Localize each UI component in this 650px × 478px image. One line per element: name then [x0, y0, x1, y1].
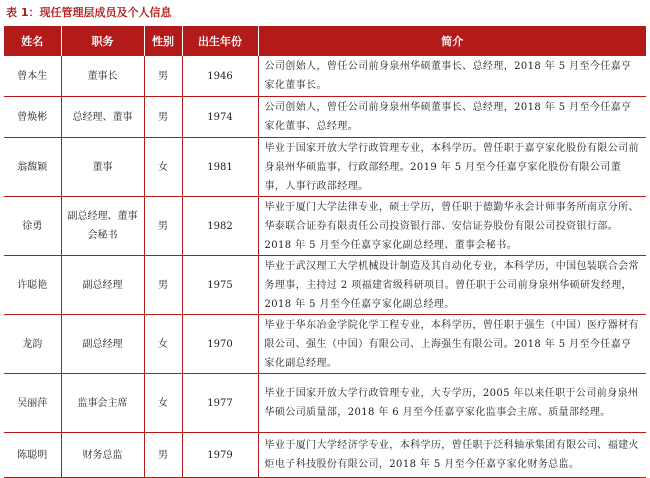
- cell-intro: 毕业于华东冶金学院化学工程专业，本科学历，曾任职于强生（中国）医疗器材有限公司、强生（中国）有限公司、上海强生有限公司。2018 年 5 月至今任嘉亨家化副总经理。: [258, 315, 646, 374]
- cell-title: 副总经理: [61, 256, 144, 315]
- table-row: [4, 315, 646, 374]
- table-row: [4, 433, 646, 478]
- cell-title: 财务总监: [61, 433, 144, 478]
- cell-intro: 公司创始人，曾任公司前身泉州华硕董事长、总经理，2018 年 5 月至今任嘉亨家化董事长。: [258, 56, 646, 97]
- cell-intro: 毕业于武汉理工大学机械设计制造及其自动化专业，本科学历，中国包装联合会常务理事，主持过 2 项福建省级科研项目。曾任职于公司前身泉州华硕研发经理，2018 年 5 月至今任嘉亨家化副总经理。: [258, 256, 646, 315]
- cell-name: 徐勇: [4, 197, 61, 256]
- cell-birth-year: 1981: [182, 138, 258, 197]
- table-header-row: [4, 26, 646, 56]
- cell-birth-year: 1982: [182, 197, 258, 256]
- cell-title: 董事: [61, 138, 144, 197]
- cell-birth-year: 1974: [182, 97, 258, 138]
- table-row: [4, 374, 646, 433]
- cell-intro: 毕业于厦门大学法律专业，硕士学历，曾任职于德勤华永会计师事务所南京分所、华泰联合证券有限责任公司投资银行部、安信证券股份有限公司投资银行部。2018 年 5 月至今任嘉亨家化副总经理、董事会秘书。: [258, 197, 646, 256]
- cell-intro: 公司创始人，曾任公司前身泉州华硕董事长、总经理，2018 年 5 月至今任嘉亨家化董事、总经理。: [258, 97, 646, 138]
- header-intro: 简介: [258, 26, 646, 56]
- cell-gender: 女: [144, 315, 182, 374]
- cell-intro: 毕业于国家开放大学行政管理专业，大专学历，2005 年以来任职于公司前身泉州华硕公司质量部，2018 年 6 月至今任嘉亨家化监事会主席、质量部经理。: [258, 374, 646, 433]
- cell-gender: 男: [144, 433, 182, 478]
- cell-birth-year: 1975: [182, 256, 258, 315]
- cell-title: 监事会主席: [61, 374, 144, 433]
- cell-name: 曾本生: [4, 56, 61, 97]
- cell-title: 董事长: [61, 56, 144, 97]
- table-row: [4, 138, 646, 197]
- cell-title: 副总经理: [61, 315, 144, 374]
- table-row: [4, 56, 646, 97]
- table-caption: 表 1：现任管理层成员及个人信息: [6, 6, 172, 19]
- table-row: [4, 256, 646, 315]
- header-title: 职务: [61, 26, 144, 56]
- cell-intro: 毕业于厦门大学经济学专业，本科学历，曾任职于泛科轴承集团有限公司、福建火炬电子科技股份有限公司，2018 年 5 月至今任嘉亨家化财务总监。: [258, 433, 646, 478]
- cell-gender: 男: [144, 97, 182, 138]
- cell-name: 龙韵: [4, 315, 61, 374]
- cell-title: 副总经理、董事会秘书: [61, 197, 144, 256]
- header-name: 姓名: [4, 26, 61, 56]
- cell-gender: 男: [144, 197, 182, 256]
- cell-birth-year: 1979: [182, 433, 258, 478]
- cell-birth-year: 1946: [182, 56, 258, 97]
- header-birth-year: 出生年份: [182, 26, 258, 56]
- cell-gender: 男: [144, 256, 182, 315]
- cell-gender: 女: [144, 374, 182, 433]
- cell-name: 吴丽萍: [4, 374, 61, 433]
- cell-name: 许聪艳: [4, 256, 61, 315]
- cell-gender: 男: [144, 56, 182, 97]
- cell-gender: 女: [144, 138, 182, 197]
- table-row: [4, 97, 646, 138]
- header-gender: 性别: [144, 26, 182, 56]
- management-table: [4, 26, 646, 478]
- cell-name: 翁馥颖: [4, 138, 61, 197]
- cell-name: 曾焕彬: [4, 97, 61, 138]
- cell-intro: 毕业于国家开放大学行政管理专业，本科学历。曾任职于嘉亨家化股份有限公司前身泉州华硕监事，行政部经理。2019 年 5 月至今任嘉亨家化股份有限公司董事，人事行政部经理。: [258, 138, 646, 197]
- cell-title: 总经理、董事: [61, 97, 144, 138]
- cell-birth-year: 1977: [182, 374, 258, 433]
- table-row: [4, 197, 646, 256]
- cell-birth-year: 1970: [182, 315, 258, 374]
- cell-name: 陈聪明: [4, 433, 61, 478]
